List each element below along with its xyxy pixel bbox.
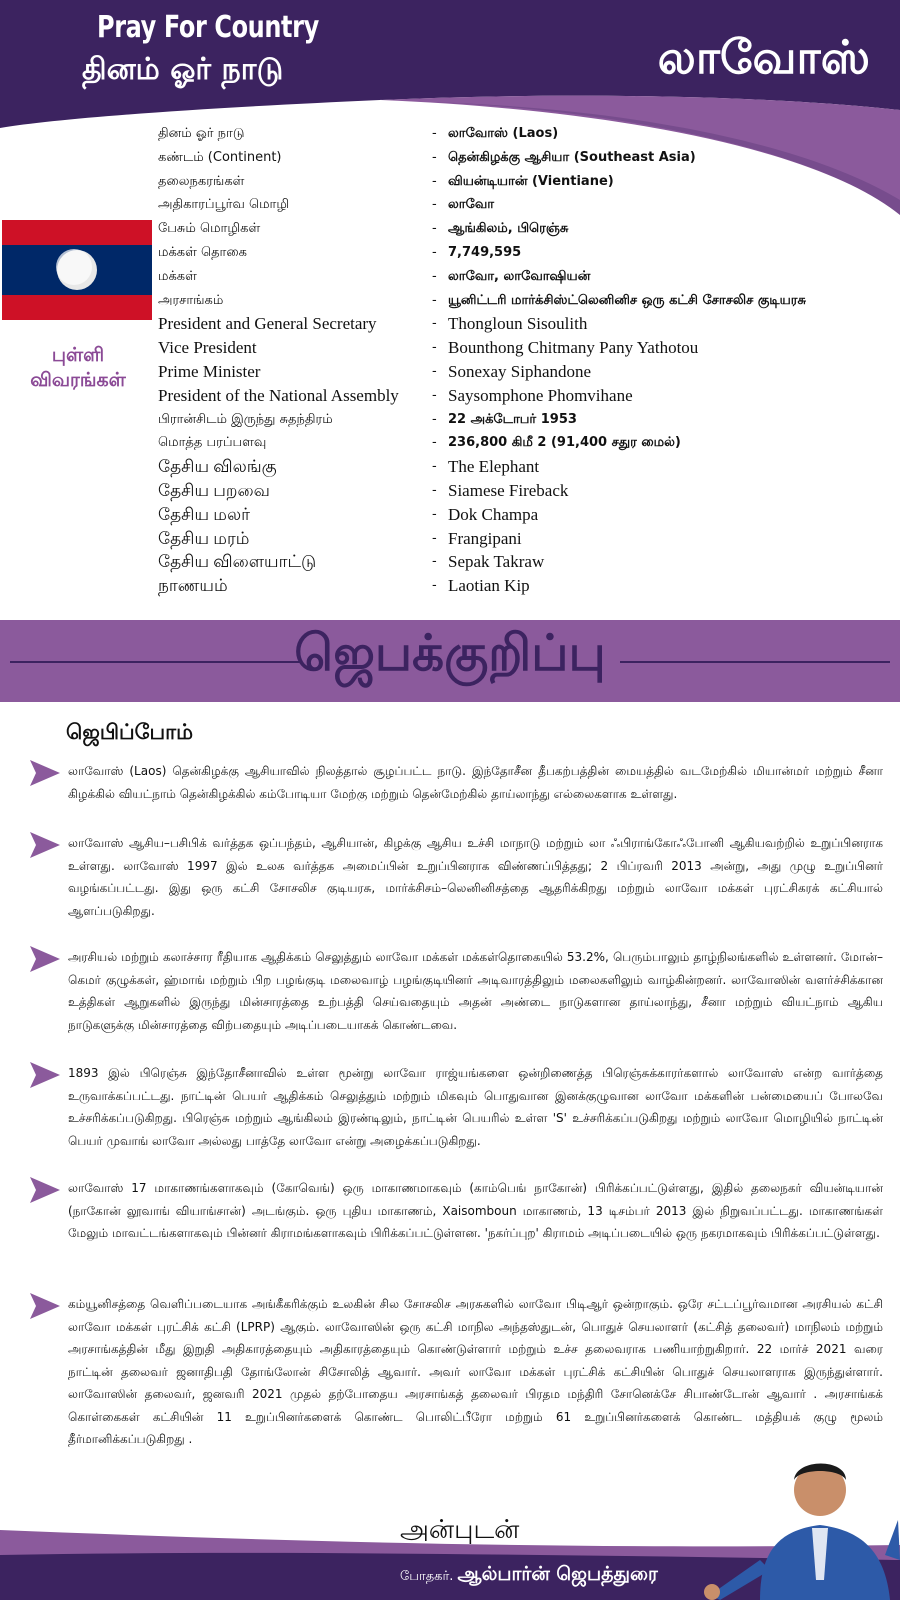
fact-separator: - bbox=[432, 387, 437, 403]
fact-row bbox=[158, 550, 878, 574]
brand-tamil: தினம் ஓர் நாடு bbox=[82, 52, 284, 87]
prayer-paragraph: 1893 இல் பிரெஞ்சு இந்தோசீனாவில் உள்ள மூன்று லாவோ ராஜ்யங்களை ஒன்றிணைத்த பிரெஞ்சுக்காரர்களால் லாவோஸ் என்ற வார்த்தை உருவாக்கப்பட்டது. நாட்டின் பெயர் ஆதிக்கம் செலுத்தும் மற்றும் மிகவும் பொதுவான இனக்குழுவான லாவோ மக்களின் பன்மையைப் போலவே உச்சரிக்கப்படுகிறது. பிரெஞ்சு மற்றும் ஆங்கிலம் இரண்டிலும், நாட்டின் பெயரில் உள்ள 'S' உச்சரிக்கப்படுகிறது மற்றும் லாவோ மொழியில் நாட்டின் பெயர் முவாங் லாவோ அல்லது பாத்தே லாவோ என்று அழைக்கப்படுகிறது. bbox=[68, 1066, 883, 1148]
fact-label: மக்கள் தொகை bbox=[158, 244, 247, 260]
fact-row bbox=[158, 384, 878, 408]
prayer-points-band bbox=[0, 620, 900, 702]
fact-value: தென்கிழக்கு ஆசியா (Southeast Asia) bbox=[448, 149, 696, 165]
fact-separator: - bbox=[432, 435, 437, 451]
fact-row bbox=[158, 122, 878, 146]
pastor-name: போதகர். ஆல்பார்ன் ஜெபத்துரை bbox=[400, 1563, 658, 1585]
fact-separator: - bbox=[432, 149, 437, 165]
fact-value: வியன்டியான் (Vientiane) bbox=[448, 173, 614, 189]
fact-row bbox=[158, 455, 878, 479]
fact-row bbox=[158, 241, 878, 265]
fact-separator: - bbox=[432, 340, 437, 356]
fact-separator: - bbox=[432, 363, 437, 379]
bullet-arrow-icon bbox=[30, 1062, 60, 1088]
fact-label: President and General Secretary bbox=[158, 314, 377, 334]
fact-row bbox=[158, 431, 878, 455]
prayer-points-title: ஜெபக்குறிப்பு bbox=[294, 624, 606, 682]
fact-label: தினம் ஓர் நாடு bbox=[158, 126, 245, 141]
fact-separator: - bbox=[432, 554, 437, 570]
fact-value: Thongloun Sisoulith bbox=[448, 314, 588, 334]
bullet-arrow-icon bbox=[30, 832, 60, 858]
fact-label: Vice President bbox=[158, 338, 257, 358]
fact-label: தேசிய விளையாட்டு bbox=[158, 552, 317, 572]
fact-value: ஆங்கிலம், பிரெஞ்சு bbox=[448, 221, 569, 237]
fact-value: யூனிட்டரி மார்க்சிஸ்ட்லெனினிச ஒரு கட்சி சோசலிச குடியரசு bbox=[448, 292, 806, 308]
fact-row bbox=[158, 312, 878, 336]
preacher-photo-icon bbox=[700, 1420, 900, 1600]
fact-label: தலைநகரங்கள் bbox=[158, 173, 245, 189]
fact-label: கண்டம் (Continent) bbox=[158, 149, 282, 165]
prayer-paragraph: கம்யூனிசத்தை வெளிப்படையாக அங்கீகரிக்கும் உலகின் சில சோசலிச அரசுகளில் லாவோ பிடிஆர் ஒன்றாகும். ஒரே சட்டப்பூர்வமான அரசியல் கட்சி லாவோ மக்கள் புரட்சிக் கட்சி (LPRP) ஆகும். லாவோஸின் ஒரு கட்சி மாநில அந்தஸ்துடன், பொதுச் செயலாளர் (கட்சித் தலைவர்) மாநிலம் மற்றும் அரசாங்கத்தின் மீது இறுதி அதிகாரத்தையும் அதிகாரத்தையும் கொண்டுள்ளார் மற்றும் உச்ச தலைவராக பணியாற்றுகிறார். 22 மார்ச் 2021 வரை நாட்டின் தலைவர் ஜனாதிபதி தோங்லோன் சிசோலித் ஆவார். அவர் லாவோ மக்கள் புரட்சிக் கட்சியின் பொதுச் செயலாளராக இருந்துள்ளார். லாவோஸின் தலைவர், ஜனவரி 2021 முதல் தற்போதைய அரசாங்கத் தலைவர் பிரதம மந்திரி சோனெக்சே சிபாண்டோன் ஆவார் . அரசாங்கக் கொள்கைகள் கட்சியின் 11 உறுப்பினர்களைக் கொண்ட பொலிட்பீரோ மற்றும் 61 உறுப்பினர்களைக் கொண்ட மத்தியக் குழு மூலம் தீர்மானிக்கப்படுகிறது . bbox=[68, 1297, 883, 1446]
fact-value: Dok Champa bbox=[448, 504, 539, 524]
fact-label: அதிகாரப்பூர்வ மொழி bbox=[158, 197, 290, 213]
fact-separator: - bbox=[432, 268, 437, 284]
fact-separator: - bbox=[432, 126, 437, 141]
fact-value: Sonexay Siphandone bbox=[448, 361, 592, 381]
fact-value: லாவோ, லாவோஷியன் bbox=[448, 268, 591, 284]
fact-label: மக்கள் bbox=[158, 268, 197, 284]
fact-value: Laotian Kip bbox=[448, 576, 530, 596]
fact-label: தேசிய பறவை bbox=[158, 480, 270, 500]
fact-label: தேசிய விலங்கு bbox=[158, 457, 277, 477]
fact-label: Prime Minister bbox=[158, 361, 261, 381]
prayer-paragraph: லாவோஸ் ஆசிய–பசிபிக் வர்த்தக ஒப்பந்தம், ஆசியான், கிழக்கு ஆசிய உச்சி மாநாடு மற்றும் லா ஃபிராங்கோஃபோனி ஆகியவற்றில் உறுப்பினராக உள்ளது. லாவோஸ் 1997 இல் உலக வர்த்தக அமைப்பின் உறுப்பினராக விண்ணப்பித்தது; 2 பிப்ரவரி 2013 அன்று, அது முழு உறுப்பினர் வழங்கப்பட்டது. இது ஒரு கட்சி சோசலிச குடியரசு, மார்க்சிசம்–லெனினிசத்தை ஆதரிக்கிறது மற்றும் லாவோ மக்கள் புரட்சிகரக் கட்சியால் ஆளப்படுகிறது. bbox=[68, 836, 883, 918]
fact-row bbox=[158, 360, 878, 384]
pray-heading: ஜெபிப்போம் bbox=[66, 720, 194, 744]
fact-value: Siamese Fireback bbox=[448, 480, 569, 500]
key-details-label: புள்ளி விவரங்கள் bbox=[30, 344, 126, 391]
fact-value: Bounthong Chitmany Pany Yathotou bbox=[448, 338, 699, 358]
fact-value: 236,800 கிமீ 2 (91,400 சதுர மைல்) bbox=[448, 435, 681, 451]
fact-row bbox=[158, 336, 878, 360]
fact-value: Sepak Takraw bbox=[448, 552, 545, 572]
fact-label: President of the National Assembly bbox=[158, 385, 399, 405]
facts-table bbox=[158, 122, 878, 598]
fact-separator: - bbox=[432, 173, 437, 189]
fact-row bbox=[158, 408, 878, 432]
prayer-paragraph: லாவோஸ் 17 மாகாணங்களாகவும் (கோவெங்) ஒரு மாகாணமாகவும் (காம்பெங் நாகோன்) பிரிக்கப்பட்டுள்ளது, இதில் தலைநகர் வியன்டியான் (நாகோன் லூவாங் வியாங்சான்) அடங்கும். ஒரு புதிய மாகாணம், Xaisomboun மாகாணம், 13 டிசம்பர் 2013 இல் நிறுவப்பட்டது. மாகாணங்கள் மேலும் மாவட்டங்களாகவும் பின்னர் கிராமங்களாகவும் பிரிக்கப்பட்டுள்ளன. 'நகர்ப்புற' கிராமம் அடிப்படையில் ஒரு நகரமாகவும் பிரிக்கப்பட்டுள்ளது. bbox=[68, 1181, 883, 1240]
fact-separator: - bbox=[432, 316, 437, 332]
fact-label: தேசிய மலர் bbox=[158, 504, 250, 524]
bullet-arrow-icon bbox=[30, 946, 60, 972]
fact-value: Frangipani bbox=[448, 528, 522, 548]
bullet-arrow-icon bbox=[30, 1177, 60, 1203]
fact-separator: - bbox=[432, 244, 437, 260]
fact-value: Saysomphone Phomvihane bbox=[448, 385, 633, 405]
fact-row bbox=[158, 265, 878, 289]
fact-value: The Elephant bbox=[448, 457, 540, 477]
fact-label: பிரான்சிடம் இருந்து சுதந்திரம் bbox=[158, 411, 333, 427]
fact-separator: - bbox=[432, 578, 437, 594]
prayer-paragraph: அரசியல் மற்றும் கலாச்சார ரீதியாக ஆதிக்கம் செலுத்தும் லாவோ மக்கள் மக்கள்தொகையில் 53.2%, பெரும்பாலும் தாழ்நிலங்களில் உள்ளனர். மோன்–கெமர் குழுக்கள், ஹ்மாங் மற்றும் பிற பழங்குடி மலைவாழ் பழங்குடியினர் அடிவாரத்திலும் மலைகளிலும் வாழ்கின்றனர். லாவோஸின் வளர்ச்சிக்கான உத்திகள் ஆறுகளில் இருந்து மின்சாரத்தை உற்பத்தி செய்வதையும் அதன் அண்டை நாடுகளான தாய்லாந்து, சீனா மற்றும் வியட்நாம் ஆகிய நாடுகளுக்கு மின்சாரத்தை விற்பதையும் அடிப்படையாகக் கொண்டவை. bbox=[68, 950, 883, 1032]
fact-separator: - bbox=[432, 482, 437, 498]
fact-separator: - bbox=[432, 506, 437, 522]
fact-row bbox=[158, 503, 878, 527]
fact-row bbox=[158, 527, 878, 551]
fact-row bbox=[158, 289, 878, 313]
fact-row bbox=[158, 479, 878, 503]
fact-value: லாவோஸ் (Laos) bbox=[448, 126, 559, 141]
fact-separator: - bbox=[432, 459, 437, 475]
fact-row bbox=[158, 217, 878, 241]
fact-label: தேசிய மரம் bbox=[158, 528, 250, 548]
bullet-arrow-icon bbox=[30, 760, 60, 786]
fact-row bbox=[158, 574, 878, 598]
laos-flag-icon bbox=[2, 220, 152, 320]
fact-separator: - bbox=[432, 197, 437, 213]
fact-row bbox=[158, 193, 878, 217]
bullet-arrow-icon bbox=[30, 1293, 60, 1319]
fact-separator: - bbox=[432, 530, 437, 546]
fact-row bbox=[158, 170, 878, 194]
fact-value: லாவோ bbox=[448, 197, 495, 213]
fact-label: அரசாங்கம் bbox=[158, 292, 224, 308]
fact-value: 7,749,595 bbox=[448, 244, 522, 260]
prayer-paragraph: லாவோஸ் (Laos) தென்கிழக்கு ஆசியாவில் நிலத்தால் சூழப்பட்ட நாடு. இந்தோசீன தீபகற்பத்தின் மையத்தில் வடமேற்கில் மியான்மர் மற்றும் சீனா கிழக்கில் வியட்நாம் தென்கிழக்கில் கம்போடியா மேற்கு மற்றும் தென்மேற்கில் தாய்லாந்து எல்லைகளாக உள்ளது. bbox=[68, 764, 883, 801]
fact-separator: - bbox=[432, 411, 437, 427]
fact-label: மொத்த பரப்பளவு bbox=[158, 435, 267, 451]
signature-text: அன்புடன் bbox=[400, 1515, 520, 1545]
fact-label: பேசும் மொழிகள் bbox=[158, 221, 261, 237]
fact-value: 22 அக்டோபர் 1953 bbox=[448, 411, 577, 427]
fact-separator: - bbox=[432, 292, 437, 308]
brand-english: Pray For Country bbox=[97, 10, 319, 45]
fact-separator: - bbox=[432, 221, 437, 237]
country-title: லாவோஸ் bbox=[657, 30, 870, 84]
fact-row bbox=[158, 146, 878, 170]
fact-label: நாணயம் bbox=[158, 576, 228, 596]
